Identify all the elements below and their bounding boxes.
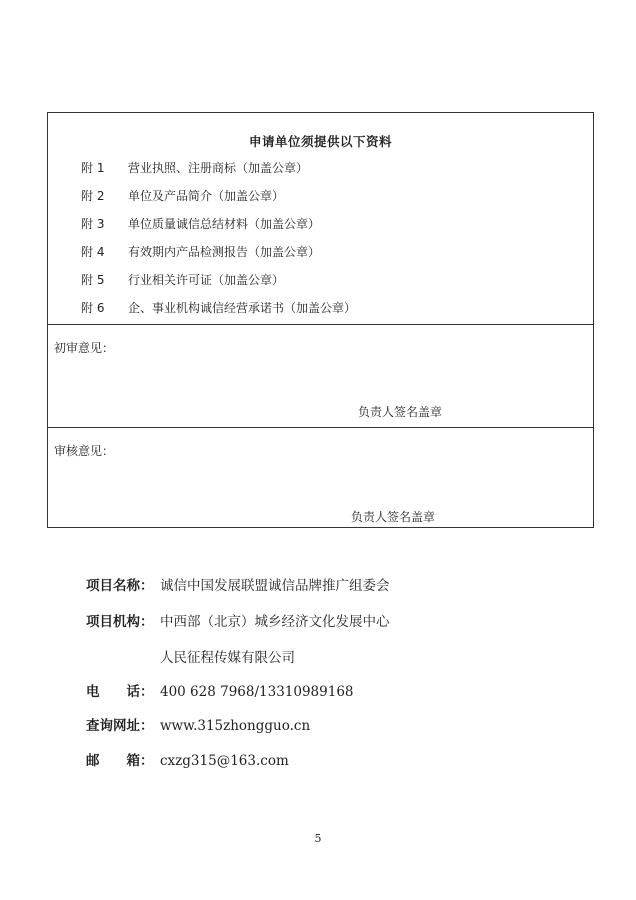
attachment-row	[81, 215, 320, 232]
final-review-section	[48, 428, 593, 529]
attachment-row	[81, 243, 320, 260]
attachment-text: 单位及产品简介（加盖公章）	[128, 189, 285, 203]
organization-value-2: 人民征程传媒有限公司	[160, 650, 295, 666]
requirements-section	[48, 113, 593, 325]
project-name-row	[86, 574, 390, 594]
organization-value-1: 中西部（北京）城乡经济文化发展中心	[160, 614, 390, 630]
email-row	[86, 749, 289, 769]
initial-review-section	[48, 325, 593, 428]
attachment-label: 附 4	[81, 245, 105, 259]
attachment-label: 附 6	[81, 301, 105, 315]
phone-value: 400 628 7968/13310989168	[160, 684, 354, 700]
attachment-text: 行业相关许可证（加盖公章）	[128, 273, 285, 287]
attachment-label: 附 2	[81, 189, 105, 203]
final-review-signature: 负责人签名盖章	[351, 510, 436, 524]
phone-row	[86, 680, 354, 700]
project-name-value: 诚信中国发展联盟诚信品牌推广组委会	[160, 578, 390, 594]
attachment-label: 附 1	[81, 161, 105, 175]
email-label: 邮 箱：	[86, 753, 154, 769]
application-materials-table	[47, 112, 594, 528]
phone-label: 电 话：	[86, 684, 154, 700]
organization-row	[86, 610, 390, 630]
attachment-label: 附 3	[81, 217, 105, 231]
attachment-row	[81, 159, 308, 176]
initial-review-signature: 负责人签名盖章	[358, 405, 443, 419]
attachment-text: 企、事业机构诚信经营承诺书（加盖公章）	[128, 301, 357, 315]
website-value: www.315zhongguo.cn	[160, 718, 311, 734]
attachment-row	[81, 299, 356, 316]
attachment-text: 营业执照、注册商标（加盖公章）	[128, 161, 309, 175]
page-number: 5	[314, 832, 322, 845]
website-label: 查询网址：	[86, 718, 154, 734]
initial-review-label: 初审意见：	[54, 341, 115, 355]
project-name-label: 项目名称：	[86, 578, 154, 594]
website-row	[86, 714, 310, 734]
email-value: cxzg315@163.com	[160, 753, 289, 769]
attachment-label: 附 5	[81, 273, 105, 287]
attachment-text: 有效期内产品检测报告（加盖公章）	[128, 245, 321, 259]
organization-label: 项目机构：	[86, 614, 154, 630]
attachment-row	[81, 271, 284, 288]
attachment-row	[81, 187, 284, 204]
final-review-label: 审核意见：	[54, 444, 115, 458]
attachment-text: 单位质量诚信总结材料（加盖公章）	[128, 217, 321, 231]
requirements-title: 申请单位须提供以下资料	[248, 134, 392, 149]
